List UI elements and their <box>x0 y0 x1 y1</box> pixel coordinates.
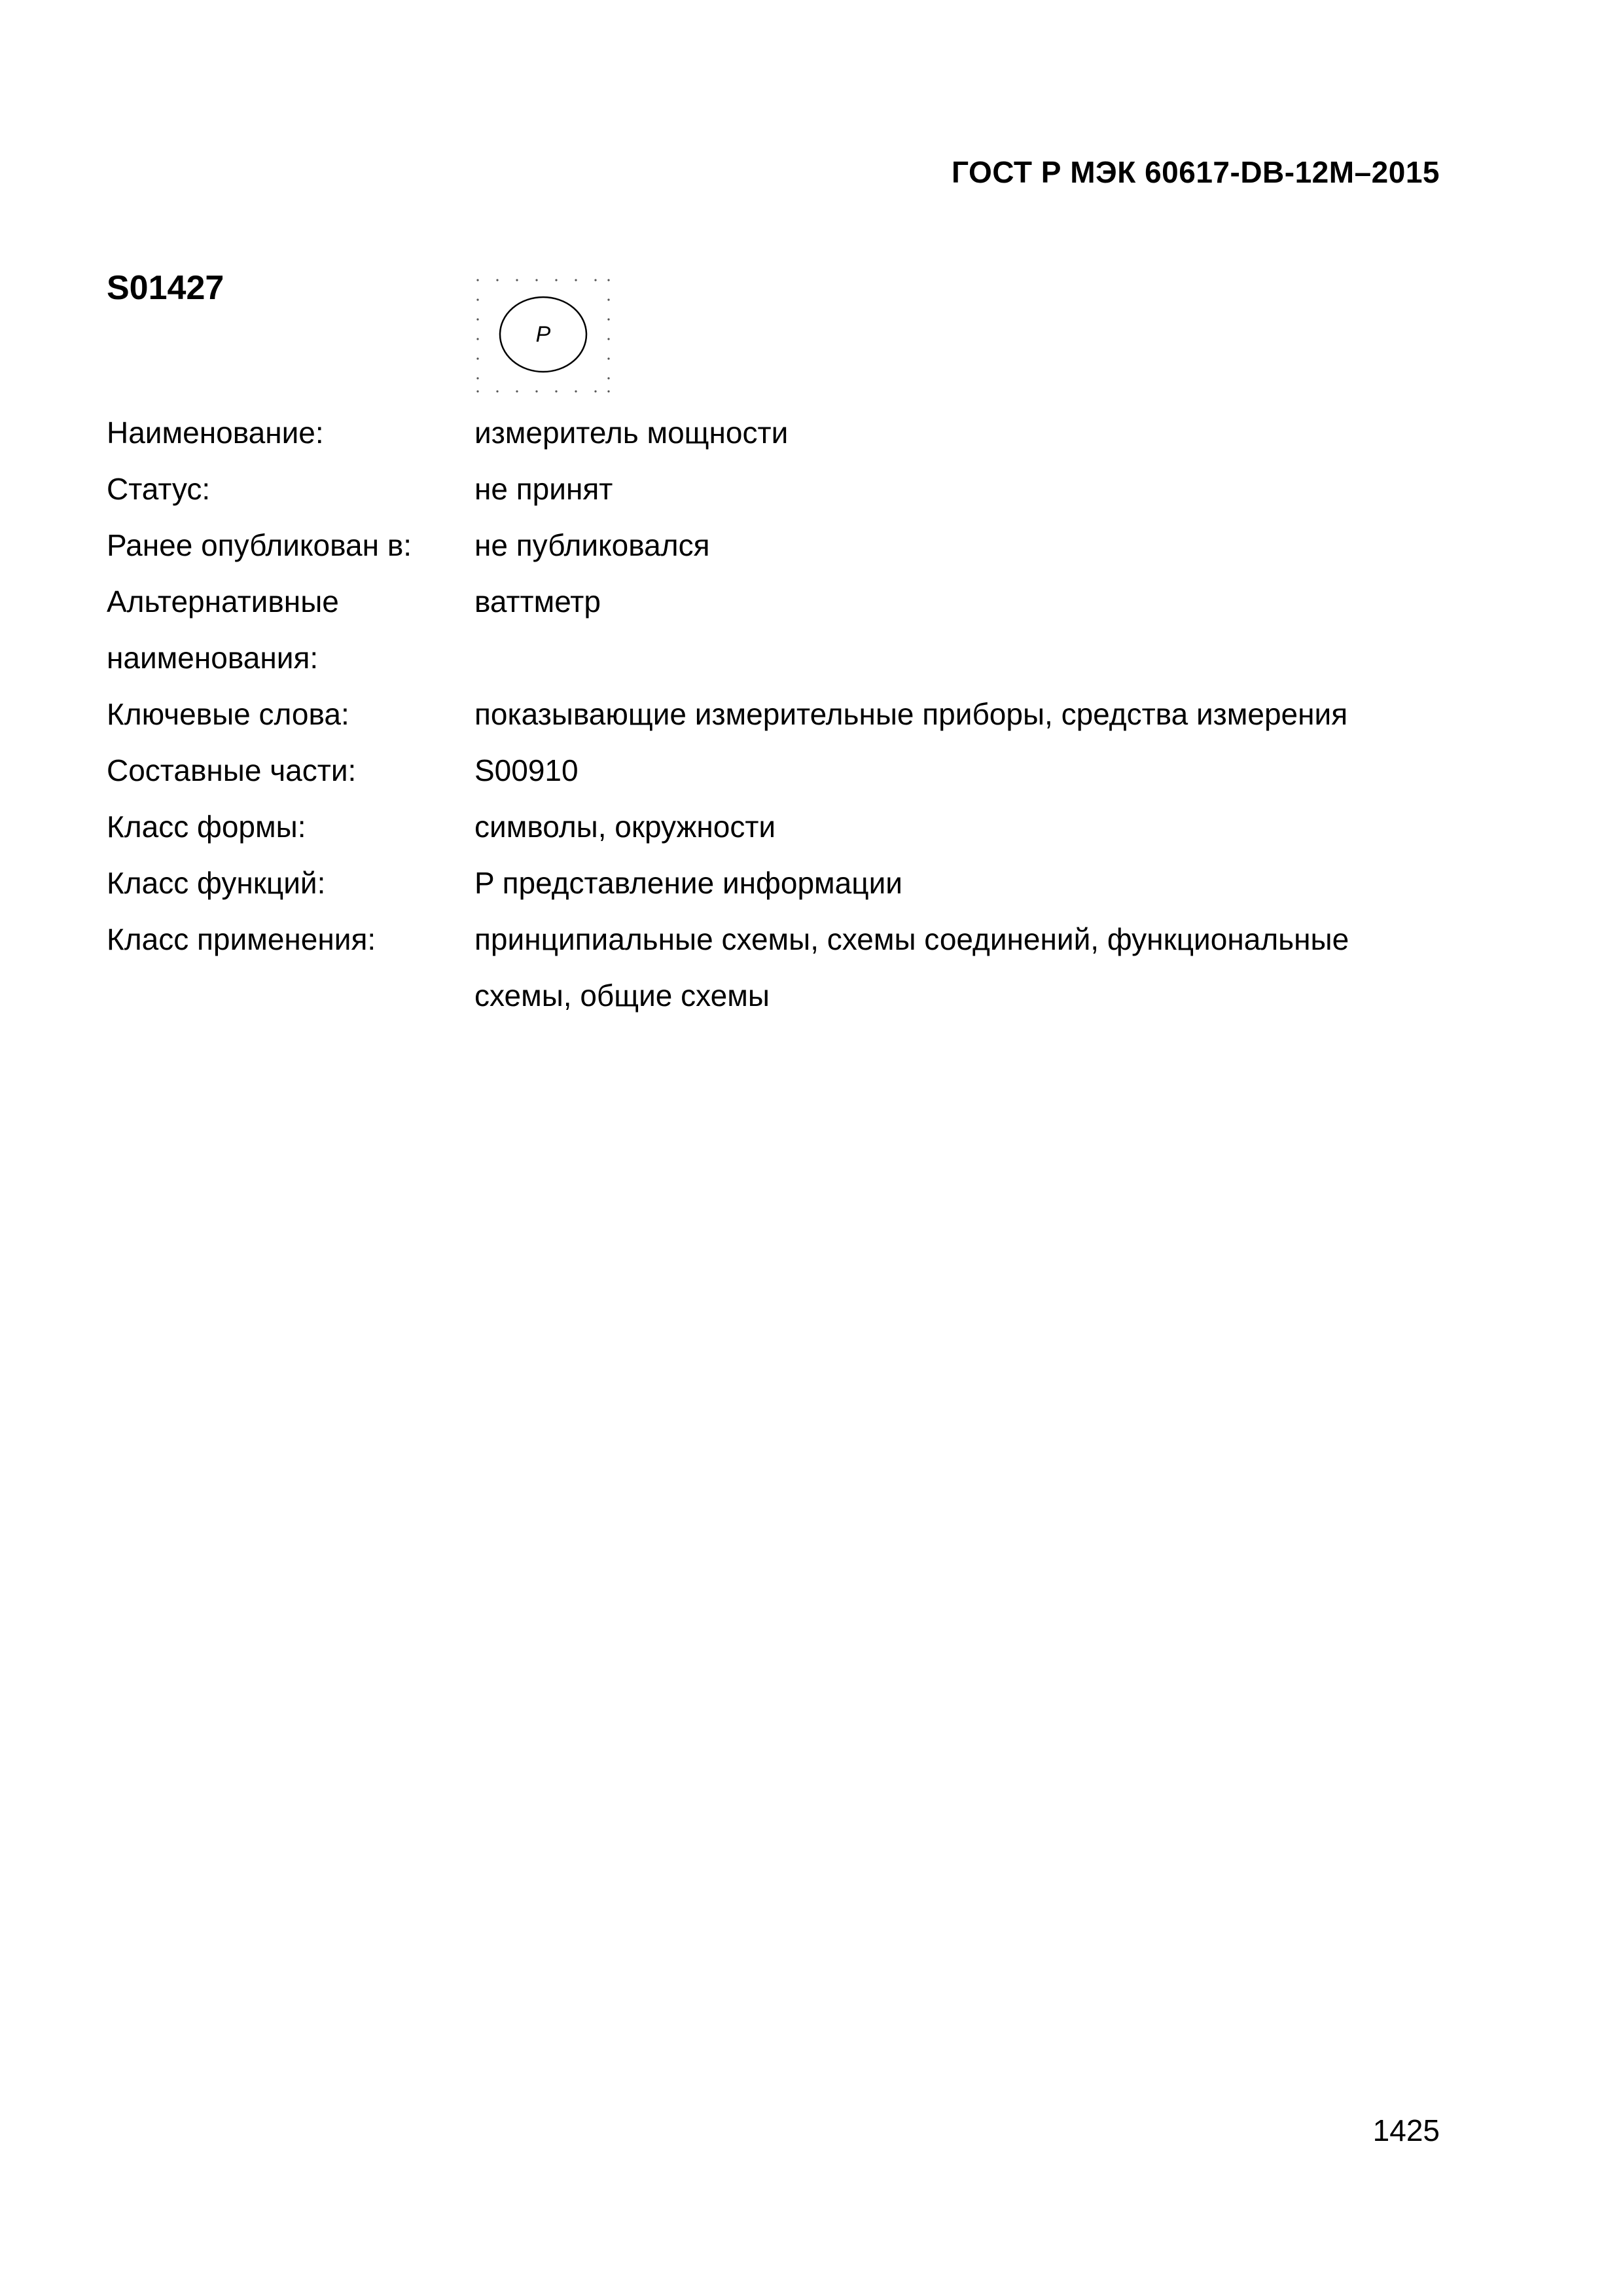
symbol-id: S01427 <box>107 269 224 307</box>
property-value: принципиальные схемы, схемы соединений, функциональные схемы, общие схемы <box>474 922 1349 1013</box>
property-value: P представление информации <box>474 866 902 900</box>
property-row-keywords <box>107 686 1442 742</box>
property-label: Наименование: <box>107 416 324 450</box>
property-label: Ключевые слова: <box>107 697 349 731</box>
property-value: не принят <box>474 472 613 506</box>
property-label: Класс формы: <box>107 810 306 844</box>
property-label: Класс применения: <box>107 922 376 956</box>
property-label: Класс функций: <box>107 866 326 900</box>
property-row-alt-names <box>107 573 1442 686</box>
properties-table <box>107 404 1442 1024</box>
property-label: Статус: <box>107 472 211 506</box>
property-value: показывающие измерительные приборы, средства измерения <box>474 697 1348 731</box>
property-label: Составные части: <box>107 753 357 787</box>
property-label: Ранее опубликован в: <box>107 528 412 562</box>
symbol-figure <box>471 274 615 398</box>
property-value: измеритель мощности <box>474 416 789 450</box>
property-row-status <box>107 461 1442 517</box>
property-row-name <box>107 404 1442 461</box>
property-value: ваттметр <box>474 584 601 619</box>
property-row-components <box>107 742 1442 798</box>
document-standard-header: ГОСТ Р МЭК 60617-DB-12М–2015 <box>952 155 1440 189</box>
property-label: Альтернативные наименования: <box>107 584 339 675</box>
property-value: S00910 <box>474 753 579 787</box>
property-row-application-class <box>107 911 1442 1024</box>
property-row-function-class <box>107 855 1442 911</box>
property-row-published <box>107 517 1442 573</box>
page-number: 1425 <box>1372 2113 1440 2147</box>
property-value: не публиковался <box>474 528 710 562</box>
property-value: символы, окружности <box>474 810 776 844</box>
property-row-shape-class <box>107 798 1442 855</box>
meter-letter: P <box>535 322 551 347</box>
